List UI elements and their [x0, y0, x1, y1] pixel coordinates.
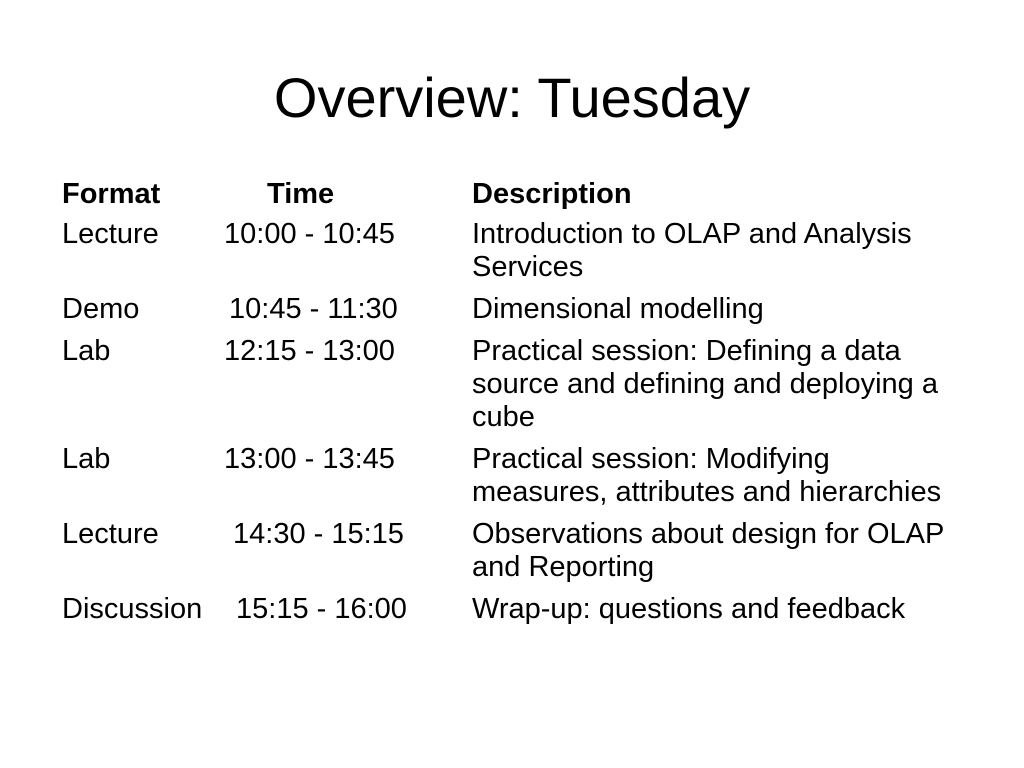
header-description: Description	[472, 178, 632, 210]
slide-title: Overview: Tuesday	[273, 66, 751, 129]
row-format: Lecture	[62, 518, 159, 550]
row-format: Lab	[62, 443, 111, 475]
table-row	[62, 518, 962, 584]
table-row	[62, 218, 962, 284]
row-time: 15:15 - 16:00	[236, 593, 407, 625]
row-time: 14:30 - 15:15	[233, 518, 404, 550]
table-row	[62, 335, 962, 434]
row-description: Practical session: Modifying measures, attributes and hierarchies	[472, 443, 942, 508]
schedule-table	[62, 178, 962, 635]
row-description: Introduction to OLAP and Analysis Services	[472, 218, 912, 283]
row-format: Lab	[62, 335, 111, 367]
row-time: 13:00 - 13:45	[224, 443, 395, 475]
header-time: Time	[267, 178, 335, 210]
row-time: 12:15 - 13:00	[224, 335, 395, 367]
table-row	[62, 443, 962, 509]
header-format: Format	[62, 178, 161, 210]
row-description: Dimensional modelling	[472, 293, 764, 325]
row-format: Lecture	[62, 218, 159, 250]
table-header	[62, 178, 962, 218]
row-format: Discussion	[62, 593, 203, 625]
row-description: Wrap-up: questions and feedback	[472, 593, 906, 625]
table-row	[62, 293, 962, 326]
row-time: 10:45 - 11:30	[229, 293, 398, 325]
row-description: Practical session: Defining a data source and defining and deploying a cube	[472, 335, 938, 433]
row-format: Demo	[62, 293, 140, 325]
table-row	[62, 593, 962, 626]
row-description: Observations about design for OLAP and Reporting	[472, 518, 944, 583]
row-time: 10:00 - 10:45	[224, 218, 395, 250]
